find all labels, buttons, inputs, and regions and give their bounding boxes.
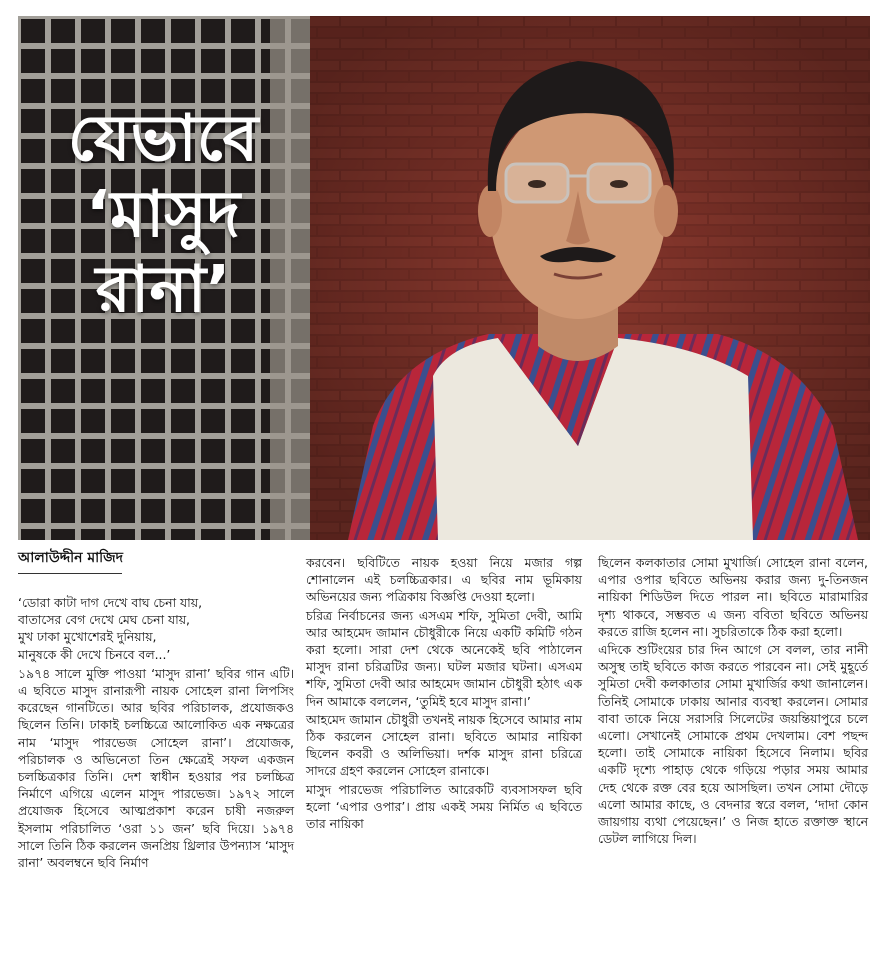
song-lyrics: [18, 594, 294, 663]
lyric-line: মানুষকে কী দেখে চিনবে বল...’: [18, 646, 171, 662]
byline: আলাউদ্দীন মাজিদ: [18, 548, 122, 574]
lyric-line: বাতাসের বেগ দেখে মেঘ চেনা যায়,: [18, 612, 190, 628]
headline-line-1: যেভাবে: [67, 102, 259, 176]
paragraph: ১৯৭৪ সালে মুক্তি পাওয়া ‘মাসুদ রানা’ ছবির গান এটি। এ ছবিতে মাসুদ রানারূপী নায়ক সোহেল রানা লিপসিং করেছেন গানটিতে। আর ছবির পরিচালক, প্রযোজকও ছিলেন তিনি। ঢাকাই চলচ্চিত্রে আলোকিত এক নক্ষত্রের নাম ‘মাসুদ পারভেজ সোহেল রানা’। প্রযোজক, পরিচালক ও অভিনেতা তিন ক্ষেত্রেই সফল একজন চলচ্চিত্রকার তিনি। দেশ স্বাধীন হওয়ার পর চলচ্চিত্র নির্মাণে এগিয়ে এলেন মাসুদ পারভেজ। ১৯৭২ সালে প্রযোজক হিসেবে আত্মপ্রকাশ করেন চাষী নজরুল ইসলাম পরিচালিত ‘ওরা ১১ জন’ ছবি দিয়ে। ১৯৭৪ সালে তিনি ঠিক করলেন জনপ্রিয় থ্রিলার উপন্যাস ‘মাসুদ রানা’ অবলম্বনে ছবি নির্মাণ: [18, 665, 294, 871]
paragraph: এদিকে শুটিংয়ের চার দিন আগে সে বলল, তার নানী অসুস্থ তাই ছবিতে কাজ করতে পারবেন না। সেই মুহূর্তে সুমিতা দেবী কলকাতার সোমা মুখার্জির কথা জানালেন। তিনিই সোমাকে ঢাকায় আনার ব্যবস্থা করলেন। সোমার বাবা তাকে নিয়ে সরাসরি সিলেটের জয়ন্তিয়াপুরে চলে এলো। সেখানেই সোমাকে প্রথম দেখলাম। বেশ পছন্দ হলো। তাই সোমাকে নায়িকা হিসেবে নিলাম। ছবির একটি দৃশ্যে পাহাড় থেকে গড়িয়ে পড়ার সময় আমার দেহ থেকে রক্ত বের হয়ে আসছিল। তখন সোমা দৌড়ে এলো আমার কাছে, ও বেদনার স্বরে বলল, ‘দাদা কোন জায়গায় ব্যথা পেয়েছেন।’ ও নিজ হাতে রক্তাক্ত স্থানে ডেটল লাগিয়ে দিল।: [598, 642, 868, 847]
headline-line-2: ‘মাসুদ: [85, 177, 241, 252]
headline-line-3: রানা’: [95, 253, 231, 328]
feature-photo: [18, 16, 870, 540]
lyric-line: মুখ ঢাকা মুখোশেরই দুনিয়ায়,: [18, 629, 157, 645]
article-column-3: [598, 554, 868, 848]
lyric-line: ‘ডোরা কাটা দাগ দেখে বাঘ চেনা যায়,: [18, 595, 203, 610]
article-column-2: [306, 554, 582, 833]
paragraph: করবেন। ছবিটিতে নায়ক হওয়া নিয়ে মজার গল্প শোনালেন এই চলচ্চিত্রকার। এ ছবির নাম ভূমিকায় অভিনয়ের জন্য পত্রিকায় বিজ্ঞপ্তি দেওয়া হলো।: [306, 555, 582, 605]
paragraph: মাসুদ পারভেজ পরিচালিত আরেকটি ব্যবসাসফল ছবি হলো ‘এপার ওপার’। প্রায় একই সময় নির্মিত এ ছবিতে তার নায়িকা: [306, 781, 582, 832]
headline: [18, 102, 308, 329]
article-column-1: [18, 594, 294, 872]
paragraph: ছিলেন কলকাতার সোমা মুখার্জি। সোহেল রানা বলেন, এপার ওপার ছবিতে অভিনয় করার জন্য দু-তিনজন নায়িকা শিডিউল দিতে পারল না। ছবিতে মারামারির দৃশ্য থাকবে, সম্ভবত এ জন্য ববিতা ছবিতে অভিনয় করতে রাজি হলেন না। সুচরিতাকে ঠিক করা হলো।: [598, 555, 868, 639]
paragraph: চরিত্র নির্বাচনের জন্য এসএম শফি, সুমিতা দেবী, আমি আর আহমেদ জামান চৌধুরীকে নিয়ে একটি কমিটি গঠন করা হলো। সারা দেশ থেকে অনেকেই ছবি পাঠালেন মাসুদ রানা চরিত্রটির জন্য। ঘটল মজার ঘটনা। এসএম শফি, সুমিতা দেবী আর আহমেদ জামান চৌধুরী হঠাৎ এক দিন আমাকে বললেন, ‘তুমিই হবে মাসুদ রানা।’: [306, 607, 583, 709]
paragraph: আহমেদ জামান চৌধুরী তখনই নায়ক হিসেবে আমার নাম ঠিক করলেন সোহেল রানা। ছবিতে আমার নায়িকা ছিলেন কবরী ও অলিভিয়া। দর্শক মাসুদ রানা চরিত্রে সাদরে গ্রহণ করলেন সোহেল রানাকে।: [306, 711, 582, 779]
